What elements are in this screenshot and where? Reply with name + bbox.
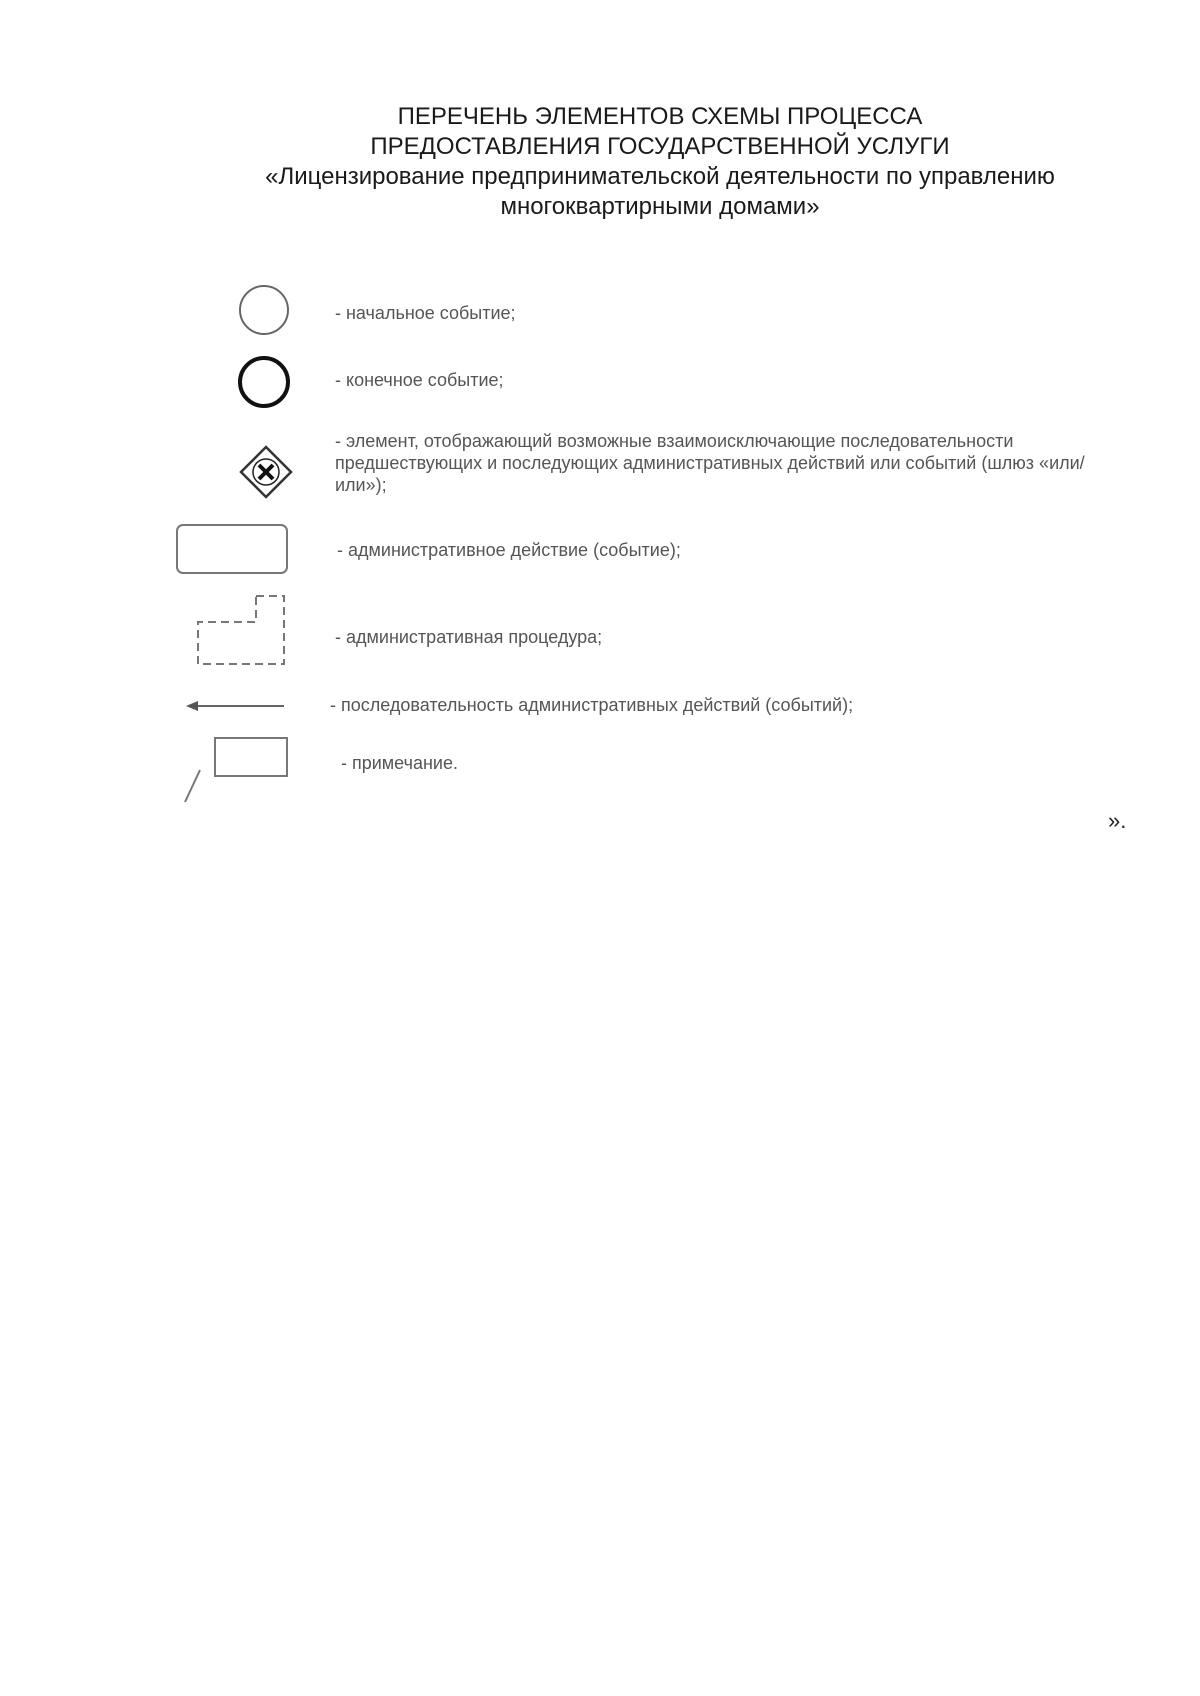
end-event-icon bbox=[236, 354, 292, 410]
title-line-4: многоквартирными домами» bbox=[500, 193, 820, 220]
start-event-icon bbox=[236, 282, 292, 338]
closing-mark: ». bbox=[1108, 808, 1127, 833]
legend-item-sequence-flow: - последовательность административных действий (событий); bbox=[330, 695, 854, 715]
legend-item-start-event: - начальное событие; bbox=[335, 303, 516, 323]
exclusive-gateway-icon bbox=[238, 444, 294, 500]
title-line-1: ПЕРЕЧЕНЬ ЭЛЕМЕНТОВ СХЕМЫ ПРОЦЕССА bbox=[397, 103, 923, 130]
title-line-3: «Лицензирование предпринимательской деятельности по управлению bbox=[265, 163, 1055, 190]
note-annotation-icon bbox=[178, 734, 292, 806]
administrative-procedure-icon bbox=[194, 592, 290, 668]
legend-item-exclusive-gateway: - элемент, отображающий возможные взаимоисключающие последовательности предшествующих и последующих административных действий или событий (шлюз «или/или»); bbox=[335, 431, 1085, 495]
sequence-flow-arrow-icon bbox=[184, 696, 288, 716]
legend-item-administrative-action: - административное действие (событие); bbox=[337, 540, 681, 560]
legend-item-administrative-procedure: - административная процедура; bbox=[335, 627, 603, 647]
legend-item-note: - примечание. bbox=[341, 753, 458, 773]
document-title bbox=[150, 102, 1170, 222]
title-line-2: ПРЕДОСТАВЛЕНИЯ ГОСУДАРСТВЕННОЙ УСЛУГИ bbox=[370, 133, 950, 160]
legend-item-end-event: - конечное событие; bbox=[335, 370, 504, 390]
administrative-action-icon bbox=[174, 522, 290, 576]
